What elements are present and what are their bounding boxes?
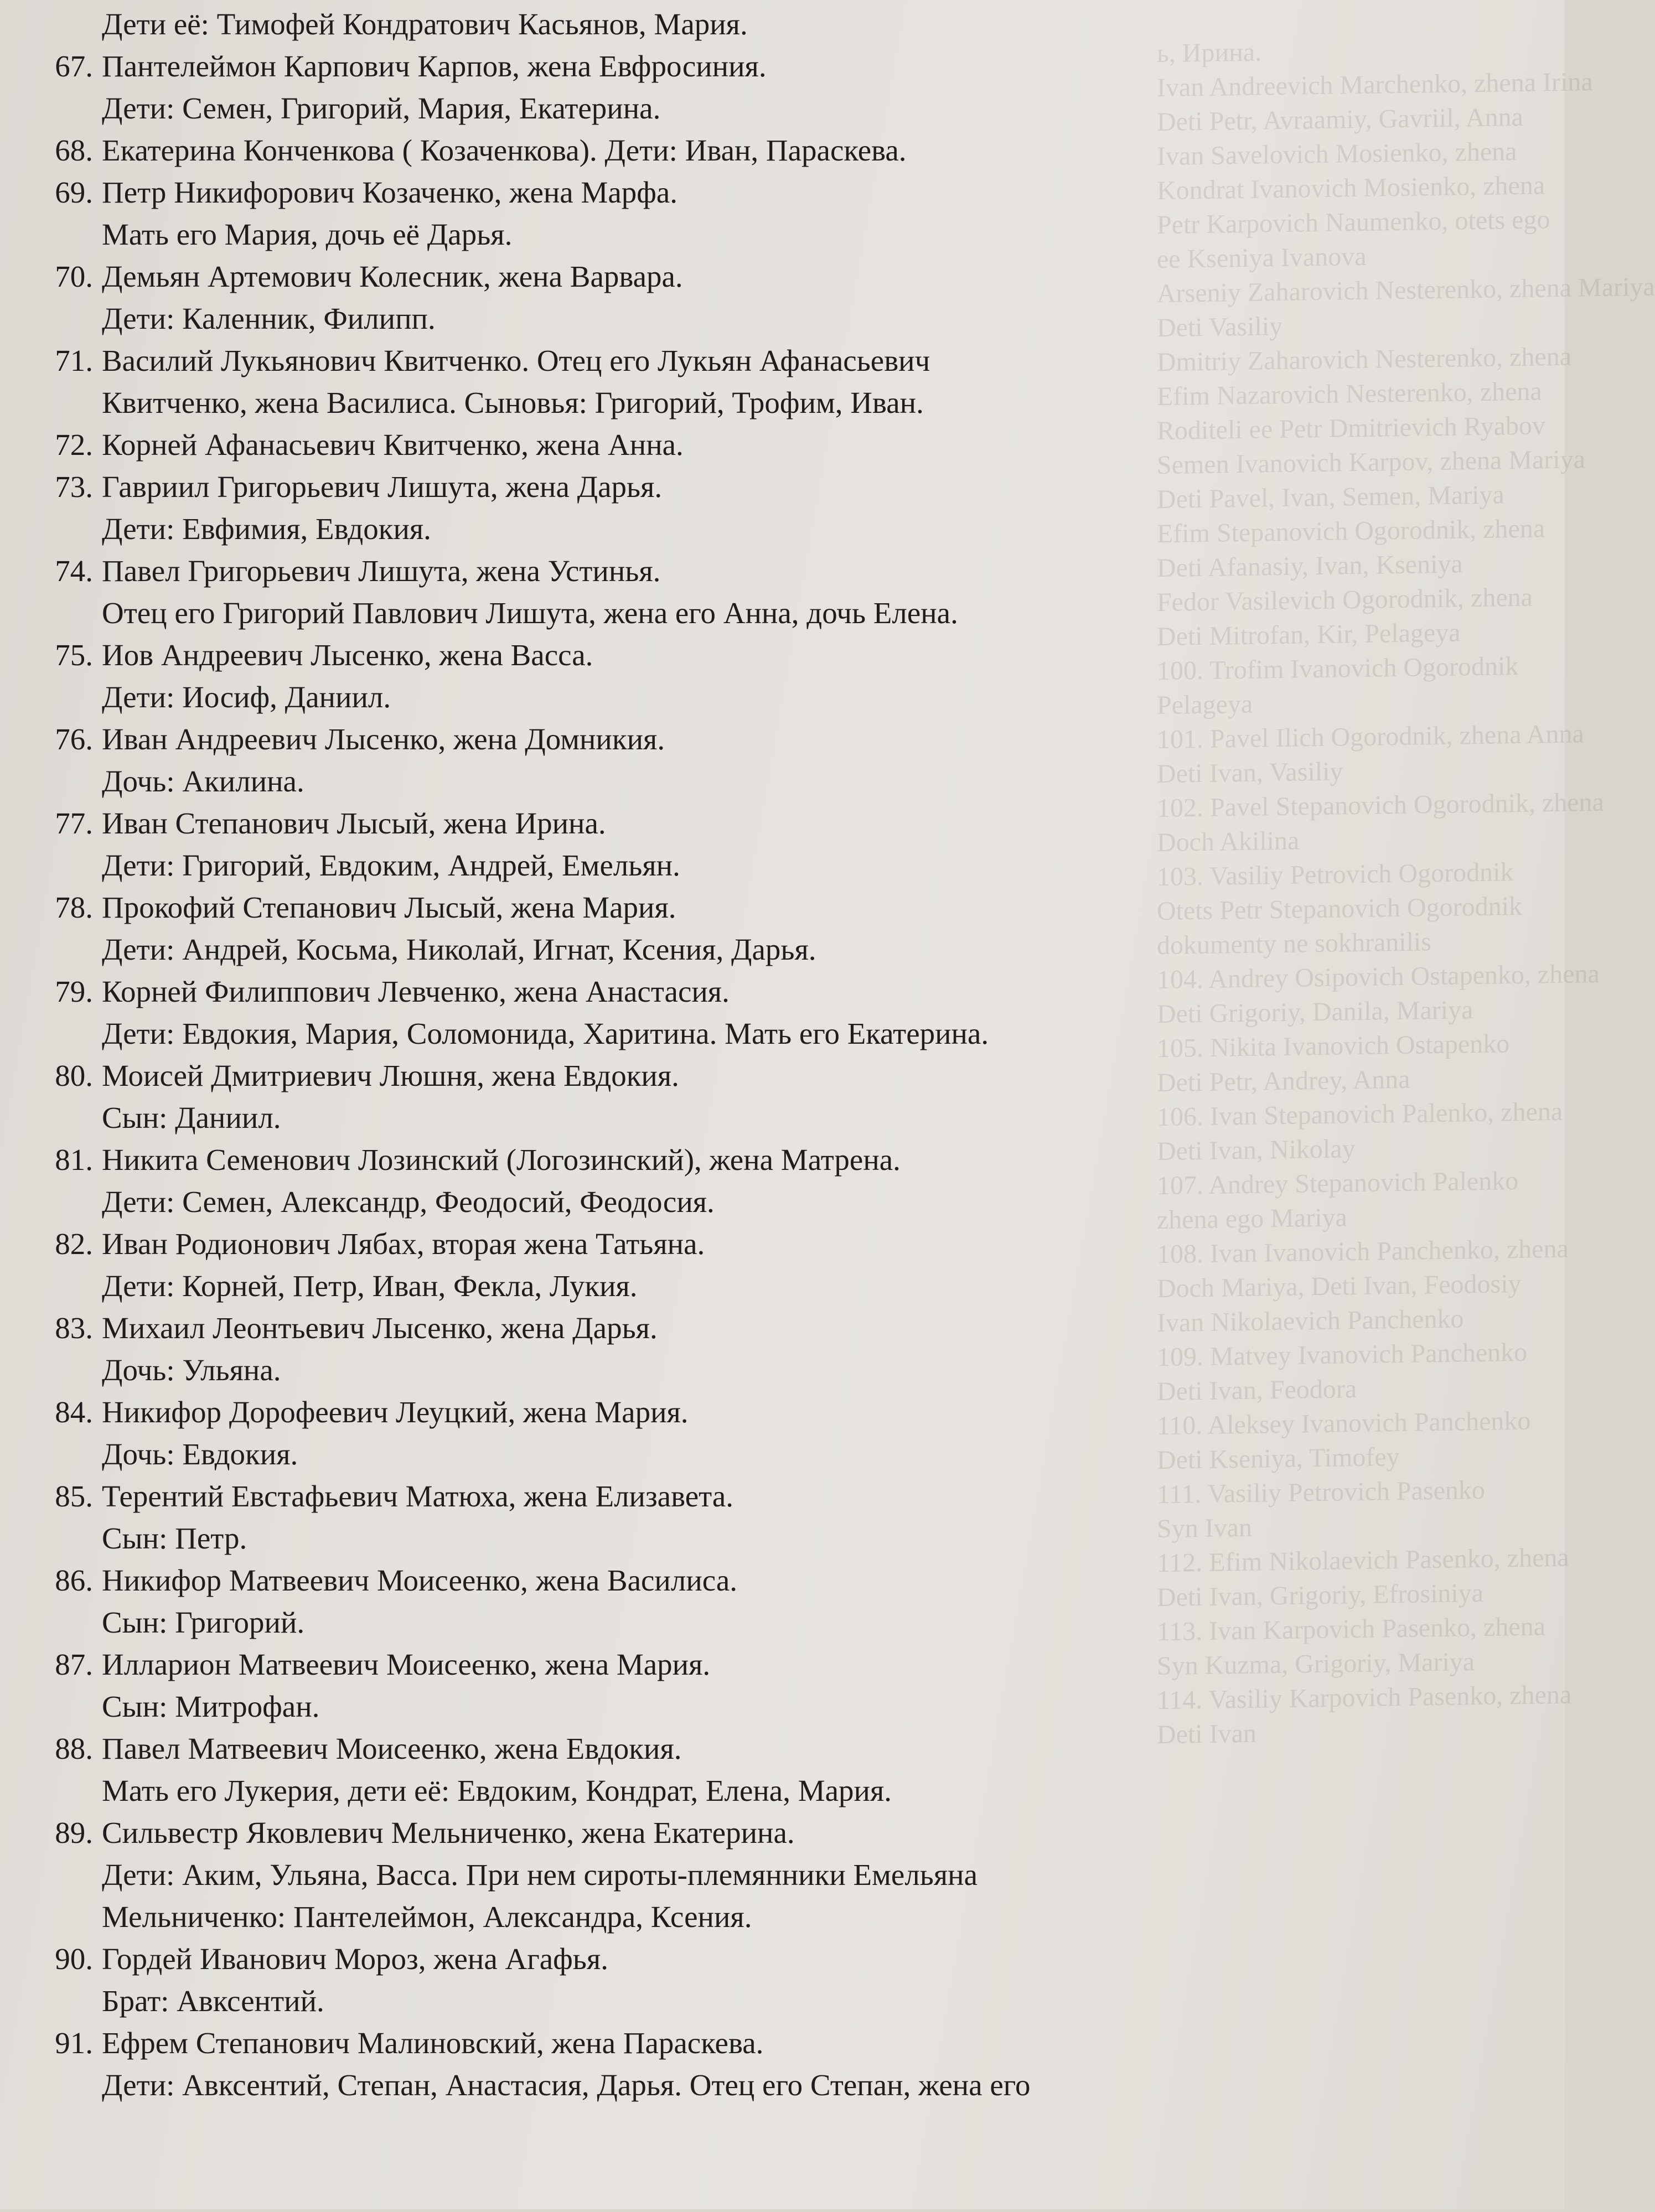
list-item xyxy=(22,634,1196,718)
entry-number: 79. xyxy=(55,975,93,1008)
entry-number: 83. xyxy=(55,1311,93,1345)
entry-line: Дети: Аким, Ульяна, Васса. При нем сироты-племянники Емельяна xyxy=(102,1858,978,1892)
entry-line: Екатерина Конченкова ( Козаченкова). Дети: Иван, Параскева. xyxy=(102,133,907,167)
entry-line: Никифор Матвеевич Моисеенко, жена Василиса. xyxy=(102,1563,737,1597)
entry-line: Мать его Лукерия, дети её: Евдоким, Кондрат, Елена, Мария. xyxy=(102,1774,892,1807)
entry-line: Моисей Дмитриевич Люшня, жена Евдокия. xyxy=(102,1059,679,1092)
entry-line: Дочь: Евдокия. xyxy=(102,1437,298,1471)
entry-line: Дети: Корней, Петр, Иван, Фекла, Лукия. xyxy=(102,1269,638,1303)
list-item xyxy=(22,2022,1196,2106)
entry-number: 68. xyxy=(55,133,93,167)
list-item xyxy=(22,256,1196,340)
entry-line: Илларион Матвеевич Моисеенко, жена Мария. xyxy=(102,1648,711,1681)
entry-line: Корней Филиппович Левченко, жена Анастасия. xyxy=(102,975,730,1008)
entry-number: 78. xyxy=(55,890,93,924)
entry-line: Дети: Семен, Григорий, Мария, Екатерина. xyxy=(102,91,661,125)
entry-line: Квитченко, жена Василиса. Сыновья: Григорий, Трофим, Иван. xyxy=(102,386,924,419)
entry-number: 74. xyxy=(55,554,93,588)
entry-line: Павел Матвеевич Моисеенко, жена Евдокия. xyxy=(102,1732,682,1765)
entry-line: Василий Лукьянович Квитченко. Отец его Лукьян Афанасьевич xyxy=(102,344,930,377)
entry-line: Сильвестр Яковлевич Мельниченко, жена Екатерина. xyxy=(102,1816,795,1850)
entry-line: Иван Степанович Лысый, жена Ирина. xyxy=(102,806,606,840)
entry-line: Павел Григорьевич Лишута, жена Устинья. xyxy=(102,554,661,588)
entry-line: Иов Андреевич Лысенко, жена Васса. xyxy=(102,638,593,672)
list-item xyxy=(22,466,1196,550)
entry-number: 84. xyxy=(55,1395,93,1429)
entry-line: Никита Семенович Лозинский (Логозинский), жена Матрена. xyxy=(102,1143,901,1177)
entry-line: Дети: Авксентий, Степан, Анастасия, Дарья. Отец его Степан, жена его xyxy=(102,2068,1031,2102)
list-item xyxy=(22,172,1196,256)
entry-number: 72. xyxy=(55,428,93,462)
list-item xyxy=(22,1055,1196,1139)
entry-line: Иван Родионович Лябах, вторая жена Татьяна. xyxy=(102,1227,705,1261)
entry-line: Дети: Евфимия, Евдокия. xyxy=(102,512,431,546)
entry-line: Дочь: Ульяна. xyxy=(102,1353,281,1387)
entry-number: 71. xyxy=(55,344,93,377)
entry-line: Дети: Евдокия, Мария, Соломонида, Харитина. Мать его Екатерина. xyxy=(102,1017,989,1050)
entry-line: Дети: Семен, Александр, Феодосий, Феодосия. xyxy=(102,1185,715,1219)
entry-line: Прокофий Степанович Лысый, жена Мария. xyxy=(102,890,676,924)
entry-number: 87. xyxy=(55,1648,93,1681)
list-item xyxy=(22,1391,1196,1475)
entry-line: Ефрем Степанович Малиновский, жена Параскева. xyxy=(102,2026,764,2060)
entry-line: Дети: Андрей, Косьма, Николай, Игнат, Ксения, Дарья. xyxy=(102,933,816,966)
entry-number: 70. xyxy=(55,260,93,293)
list-item xyxy=(22,718,1196,802)
list-item xyxy=(22,424,1196,466)
entry-line: Демьян Артемович Колесник, жена Варвара. xyxy=(102,260,683,293)
list-item xyxy=(22,1475,1196,1560)
entry-line: Михаил Леонтьевич Лысенко, жена Дарья. xyxy=(102,1311,658,1345)
entry-number: 82. xyxy=(55,1227,93,1261)
entry-line: Сын: Петр. xyxy=(102,1521,247,1555)
list-item xyxy=(22,1560,1196,1644)
list-item xyxy=(22,887,1196,971)
entry-line: Дети: Иосиф, Даниил. xyxy=(102,680,391,714)
entry-line: Иван Андреевич Лысенко, жена Домникия. xyxy=(102,722,665,756)
entry-line: Гордей Иванович Мороз, жена Агафья. xyxy=(102,1942,608,1976)
entry-number: 67. xyxy=(55,49,93,83)
entry-number: 88. xyxy=(55,1732,93,1765)
list-item xyxy=(22,550,1196,634)
entry-number: 81. xyxy=(55,1143,93,1177)
entry-line: Петр Никифорович Козаченко, жена Марфа. xyxy=(102,175,678,209)
entry-line: Корней Афанасьевич Квитченко, жена Анна. xyxy=(102,428,684,462)
list-item xyxy=(22,802,1196,887)
entry-number: 85. xyxy=(55,1479,93,1513)
entry-number: 91. xyxy=(55,2026,93,2060)
list-item xyxy=(22,971,1196,1055)
entry-number: 76. xyxy=(55,722,93,756)
entry-line: Дочь: Акилина. xyxy=(102,764,304,798)
entry-line: Мать его Мария, дочь её Дарья. xyxy=(102,217,513,251)
entry-line: Дети: Григорий, Евдоким, Андрей, Емельян. xyxy=(102,848,680,882)
entry-line: Сын: Григорий. xyxy=(102,1605,305,1639)
entry-line: Мельниченко: Пантелеймон, Александра, Ксения. xyxy=(102,1900,752,1934)
entry-number: 75. xyxy=(55,638,93,672)
entry-line: Никифор Дорофеевич Леуцкий, жена Мария. xyxy=(102,1395,689,1429)
entry-line: Пантелеймон Карпович Карпов, жена Евфросиния. xyxy=(102,49,767,83)
entry-line: Отец его Григорий Павлович Лишута, жена его Анна, дочь Елена. xyxy=(102,596,958,630)
list-item xyxy=(22,129,1196,172)
entry-number: 77. xyxy=(55,806,93,840)
entry-line: Брат: Авксентий. xyxy=(102,1984,324,2018)
list-item xyxy=(22,1812,1196,1938)
intro-line: Дети её: Тимофей Кондратович Касьянов, Мария. xyxy=(102,7,748,41)
entry-line: Гавриил Григорьевич Лишута, жена Дарья. xyxy=(102,470,663,504)
list-item xyxy=(22,1644,1196,1728)
entry-number: 90. xyxy=(55,1942,93,1976)
list-item xyxy=(22,1139,1196,1223)
list-item xyxy=(22,1728,1196,1812)
entry-line: Сын: Митрофан. xyxy=(102,1690,320,1723)
entry-line: Сын: Даниил. xyxy=(102,1101,281,1135)
entry-line: Терентий Евстафьевич Матюха, жена Елизавета. xyxy=(102,1479,734,1513)
bleed-through-text: ь, Ирина. Ivan Andreevich Marchenko, zhena Irina Deti Petr, Avraamiy, Gavriil, Anna Ivan Savelovich Mosienko, zhena Kondrat Ivanovich Mosienko, zhena Petr Karpovich Naumenko, otets ego ee Kseniya Ivanova Arseniy Zaharovich Nesterenko, zhena Mariya Deti Vasiliy Dmitriy Zaharovich Nesterenko, zhena Efim Nazarovich Nesterenko, zhena Roditeli ee Petr Dmitrievich Ryabov Semen Ivanovich Karpov, zhena Mariya Deti Pavel, Ivan, Semen, Mariya Efim Stepanovich Ogorodnik, zhena Deti Afanasiy, Ivan, Kseniya Fedor Vasilevich Ogorodnik, zhena Deti Mitrofan, Kir, Pelageya 100. Trofim Ivanovich Ogorodnik Pelageya 101. Pavel Ilich Ogorodnik, zhena Anna Deti Ivan, Vasiliy 102. Pavel Stepanovich Ogorodnik, zhena Doch Akilina 103. Vasiliy Petrovich Ogorodnik Otets Petr Stepanovich Ogorodnik dokumenty ne sokhranilis 104. Andrey Osipovich Ostapenko, zhena Deti Grigoriy, Danila, Mariya 105. Nikita Ivanovich Ostapenko Deti Petr, Andrey, Anna 106. Ivan Stepanovich Palenko, zhena Deti Ivan, Nikolay 107. Andrey Stepanovich Palenko zhena ego Mariya 108. Ivan Ivanovich Panchenko, zhena Doch Mariya, Deti Ivan, Feodosiy Ivan Nikolaevich Panchenko 109. Matvey Ivanovich Panchenko Deti Ivan, Feodora 110. Aleksey Ivanovich Panchenko Deti Kseniya, Timofey 111. Vasiliy Petrovich Pasenko Syn Ivan 112. Efim Nikolaevich Pasenko, zhena Deti Ivan, Grigoriy, Efrosiniya 113. Ivan Karpovich Pasenko, zhena Syn Kuzma, Grigoriy, Mariya 114. Vasiliy Karpovich Pasenko, zhena Deti Ivan xyxy=(1157,37,1655,1750)
entry-line: Дети: Каленник, Филипп. xyxy=(102,302,436,335)
entry-number: 89. xyxy=(55,1816,93,1850)
entry-number: 86. xyxy=(55,1563,93,1597)
record-list xyxy=(22,3,1196,2106)
entry-number: 73. xyxy=(55,470,93,504)
entry-number: 80. xyxy=(55,1059,93,1092)
list-item xyxy=(22,1223,1196,1307)
list-item xyxy=(22,45,1196,129)
list-item xyxy=(22,1938,1196,2022)
list-item xyxy=(22,340,1196,424)
list-item xyxy=(22,1307,1196,1391)
entry-number: 69. xyxy=(55,175,93,209)
